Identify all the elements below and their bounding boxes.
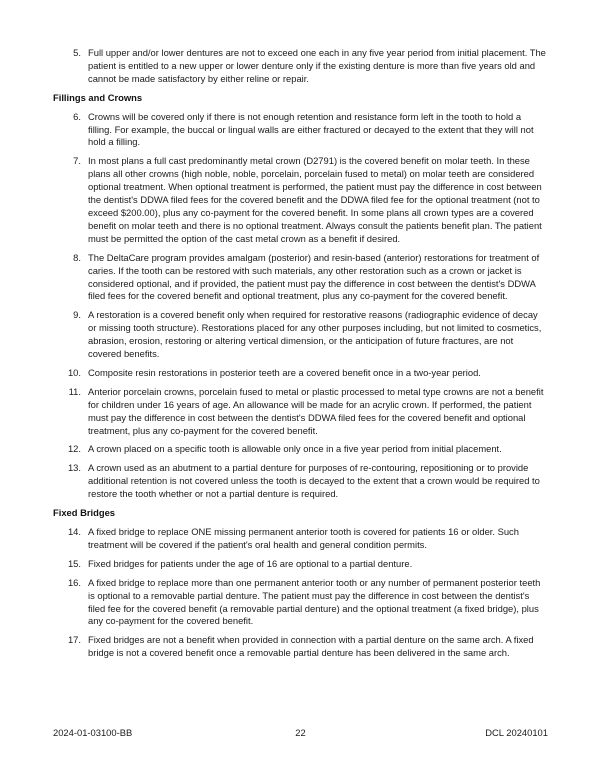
list-item-number: 7. — [73, 155, 81, 167]
list-item-text: Fixed bridges for patients under the age of 16 are optional to a partial denture. — [88, 557, 413, 569]
list-item-text: Anterior porcelain crowns, porcelain fused to metal or plastic processed to metal type crowns are not a benefit for children under 16 years of age. An allowance will be made for an acrylic crown. If performed, the patient must pay the difference in cost between the dentist's DDWA filed fees for the covered benefit and optional treatment, plus any co-payment for the covered benefit. — [88, 385, 544, 436]
list-item — [64, 386, 547, 438]
list-item — [64, 558, 547, 571]
section-heading: Fillings and Crowns — [53, 91, 143, 103]
footer-page-number: 22 — [295, 727, 306, 738]
list-item — [64, 367, 547, 380]
list-item-text: Composite resin restorations in posterior teeth are a covered benefit once in a two-year period. — [88, 366, 481, 378]
footer-version-code: DCL 20240101 — [485, 727, 548, 738]
list-item-number: 11. — [68, 385, 81, 397]
list-item-number: 15. — [67, 557, 81, 569]
footer-document-code: 2024-01-03100-BB — [53, 727, 133, 738]
section-heading: Fixed Bridges — [53, 507, 115, 519]
list-item — [64, 155, 547, 245]
list-item — [64, 309, 547, 361]
list-item — [64, 577, 547, 629]
list-item — [64, 252, 547, 304]
list-item-number: 17. — [67, 634, 81, 646]
list-item-number: 5. — [73, 47, 81, 58]
list-item-text: The DeltaCare program provides amalgam (posterior) and resin-based (anterior) restorations for treatment of caries. If the tooth can be restored with such materials, any other restoration such as a crown or jacket is considered optional, and if provided, the patient must pay the difference in cost between the dentist's DDWA filed fees for the covered benefit and optional treatment, plus any co-payment for the covered benefit. — [88, 251, 540, 302]
list-item — [64, 462, 547, 501]
list-item-number: 13. — [67, 462, 81, 474]
list-item-number: 14. — [67, 526, 81, 537]
list-item-number: 16. — [67, 576, 81, 588]
list-item-text: In most plans a full cast predominantly metal crown (D2791) is the covered benefit on molar teeth. In these plans all other crowns (high noble, noble, porcelain, porcelain fused to metal) on molar teeth are considered optional treatment. When optional treatment is performed, the patient must pay the difference in cost between the dentist's DDWA filed fees for the covered benefit and the DDWA filed fee for the optional treatment (not to exceed $200.00), plus any co-payment for the covered benefit. In some plans all crown types are a covered benefit on molar teeth and there is no optional treatment. Always consult the patients benefit plan. The patient must be permitted the option of the cast metal crown as a benefit if desired. — [88, 155, 542, 244]
list-item-text: Crowns will be covered only if there is not enough retention and resistance form left in the tooth to hold a filling. For example, the buccal or lingual walls are either fractured or decayed to the extent that they will not hold a filling. — [88, 110, 534, 148]
list-item-text: A crown placed on a specific tooth is allowable only once in a five year period from initial placement. — [88, 443, 502, 455]
list-item — [64, 526, 547, 552]
list-item-number: 8. — [73, 251, 81, 263]
list-item-text: A fixed bridge to replace ONE missing permanent anterior tooth is covered for patients 16 or older. Such treatment will be covered if the patient's oral health and general condition permits. — [88, 526, 519, 550]
list-item — [64, 47, 547, 86]
list-item — [64, 443, 547, 456]
list-item-text: Fixed bridges are not a benefit when provided in connection with a partial denture on the same arch. A fixed bridge is not a covered benefit once a removable partial denture has been delivered in the same arch. — [88, 634, 534, 659]
list-item — [64, 634, 547, 660]
list-item-number: 6. — [73, 110, 81, 122]
list-item-number: 10. — [67, 366, 81, 378]
list-item-text: A fixed bridge to replace more than one permanent anterior tooth or any number of permanent posterior teeth is optional to a removable partial denture. The patient must pay the difference in cost between the dentist's filed fee for the covered benefit (a removable partial denture) and the optional treatment (a fixed bridge), plus any co-payment for the covered benefit. — [88, 576, 541, 627]
list-item-number: 9. — [73, 309, 81, 321]
list-item-text: Full upper and/or lower dentures are not to exceed one each in any five year period from initial placement. The patient is entitled to a new upper or lower denture only if the existing denture is more than five years old and cannot be made satisfactory by either reline or repair. — [88, 47, 546, 84]
list-item — [64, 111, 547, 150]
list-item-number: 12. — [67, 443, 81, 455]
list-item-text: A restoration is a covered benefit only when required for restorative reasons (radiographic evidence of decay or missing tooth structure). Restorations placed for any other purposes including, but not limited to cosmetics, abrasion, erosion, restoring or altering vertical dimension, or the anticipation of future fractures, are not covered benefits. — [88, 309, 542, 360]
list-item-text: A crown used as an abutment to a partial denture for purposes of re-contouring, repositioning or to provide additional retention is not covered unless the tooth is decayed to the extent that a crown would be required to restore the tooth whether or not a partial denture is required. — [88, 462, 540, 500]
